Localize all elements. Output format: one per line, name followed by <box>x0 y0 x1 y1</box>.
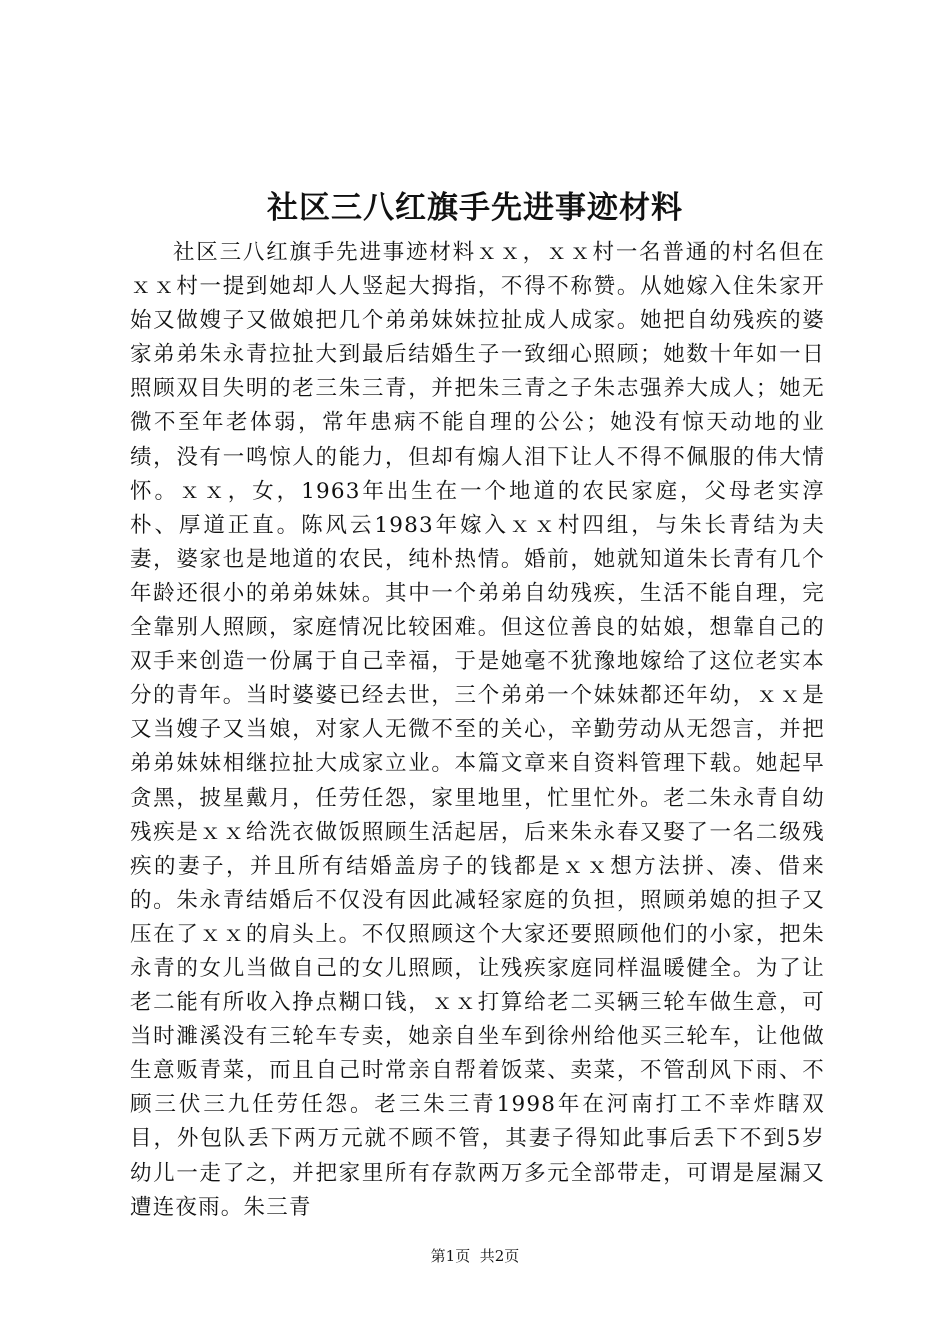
page-total: 共2页 <box>479 1247 520 1265</box>
document-title: 社区三八红旗手先进事迹材料 <box>267 190 683 226</box>
page-footer <box>0 1246 950 1266</box>
page-number: 第1页 <box>430 1247 471 1265</box>
body-paragraph: 社区三八红旗手先进事迹材料ｘｘ，ｘｘ村一名普通的村名但在ｘｘ村一提到她却人人竖起大拇指，不得不称赞。从她嫁入住朱家开始又做嫂子又做娘把几个弟弟妹妹拉扯成人成家。她把自幼残疾的婆家弟弟朱永青拉扯大到最后结婚生子一致细心照顾；她数十年如一日照顾双目失明的老三朱三青，并把朱三青之子朱志强养大成人；她无微不至年老体弱，常年患病不能自理的公公；她没有惊天动地的业绩，没有一鸣惊人的能力，但却有煽人泪下让人不得不佩服的伟大情怀。ｘｘ，女，1963年出生在一个地道的农民家庭，父母老实淳朴、厚道正直。陈风云1983年嫁入ｘｘ村四组，与朱长青结为夫妻，婆家也是地道的农民，纯朴热情。婚前，她就知道朱长青有几个年龄还很小的弟弟妹妹。其中一个弟弟自幼残疾，生活不能自理，完全靠别人照顾，家庭情况比较困难。但这位善良的姑娘，想靠自己的双手来创造一份属于自己幸福，于是她毫不犹豫地嫁给了这位老实本分的青年。当时婆婆已经去世，三个弟弟一个妹妹都还年幼，ｘｘ是又当嫂子又当娘，对家人无微不至的关心，辛勤劳动从无怨言，并把弟弟妹妹相继拉扯大成家立业。本篇文章来自资料管理下载。她起早贪黑，披星戴月，任劳任怨，家里地里，忙里忙外。老二朱永青自幼残疾是ｘｘ给洗衣做饭照顾生活起居，后来朱永春又娶了一名二级残疾的妻子，并且所有结婚盖房子的钱都是ｘｘ想方法拼、凑、借来的。朱永青结婚后不仅没有因此减轻家庭的负担，照顾弟媳的担子又压在了ｘｘ的肩头上。不仅照顾这个大家还要照顾他们的小家，把朱永青的女儿当做自己的女儿照顾，让残疾家庭同样温暖健全。为了让老二能有所收入挣点糊口钱，ｘｘ打算给老二买辆三轮车做生意，可当时濉溪没有三轮车专卖，她亲自坐车到徐州给他买三轮车，让他做生意贩青菜，而且自己时常亲自帮着饭菜、卖菜，不管刮风下雨、不顾三伏三九任劳任怨。老三朱三青1998年在河南打工不幸炸瞎双目，外包队丢下两万元就不顾不管，其妻子得知此事后丢下不到5岁幼儿一走了之，并把家里所有存款两万多元全部带走，可谓是屋漏又遭连夜雨。朱三青 <box>130 240 825 1220</box>
